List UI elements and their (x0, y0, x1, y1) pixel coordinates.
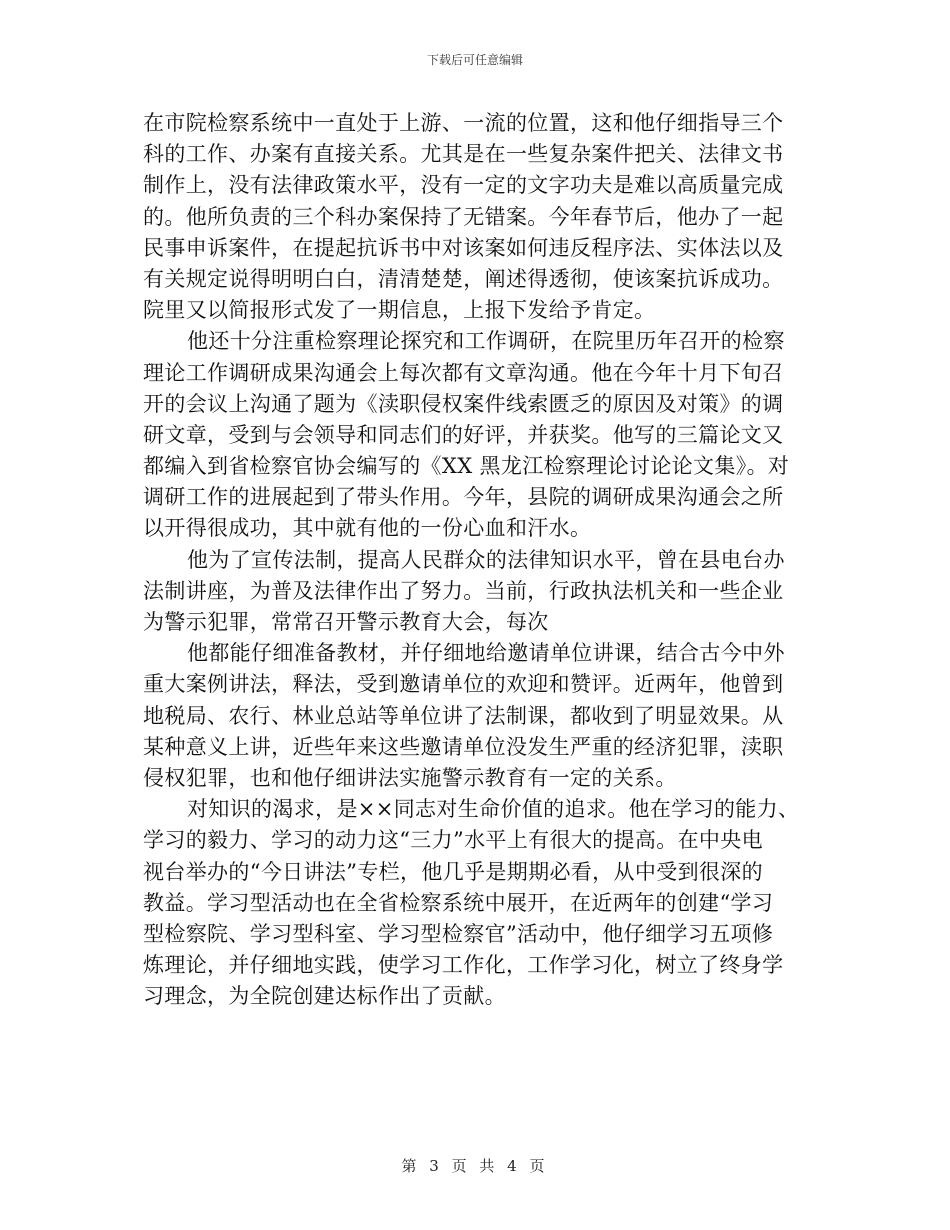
text-line: 调研工作的进展起到了带头作用。今年，县院的调研成果沟通会之所 (143, 485, 784, 510)
text-line: 某种意义上讲，近些年来这些邀请单位没发生严重的经济犯罪，渎职 (143, 734, 784, 759)
text-line: 院里又以简报形式发了一期信息，上报下发给予肯定。 (143, 298, 656, 323)
text-line: 教益。学习型活动也在全省检察系统中展开，在近两年的创建“学习 (143, 890, 774, 915)
text-line: 以开得很成功，其中就有他的一份心血和汗水。 (143, 516, 592, 541)
text-line: 习理念，为全院创建达标作出了贡献。 (143, 984, 506, 1009)
text-line: 有关规定说得明明白白，清清楚楚，阐述得透彻，使该案抗诉成功。 (143, 266, 784, 291)
paragraph-first-line: 对知识的渴求，是××同志对生命价值的追求。他在学习的能力、 (187, 797, 800, 822)
page-header: 下载后可任意编辑 (426, 53, 523, 67)
text-line: 视台举办的“今日讲法”专栏，他几乎是期期必看，从中受到很深的 (143, 859, 763, 884)
text-line: 法制讲座，为普及法律作出了努力。当前，行政执法机关和一些企业 (143, 578, 784, 603)
text-line: 科的工作、办案有直接关系。尤其是在一些复杂案件把关、法律文书 (143, 142, 784, 167)
text-line: 重大案例讲法，释法，受到邀请单位的欢迎和赞评。近两年，他曾到 (143, 672, 784, 697)
text-line: 制作上，没有法律政策水平，没有一定的文字功夫是难以高质量完成 (143, 173, 784, 198)
text-line: 研文章，受到与会领导和同志们的好评，并获奖。他写的三篇论文又 (143, 422, 784, 447)
text-line: 炼理论，并仔细地实践，使学习工作化，工作学习化，树立了终身学 (143, 953, 784, 978)
text-line: 侵权犯罪，也和他仔细讲法实施警示教育有一定的关系。 (143, 765, 677, 790)
text-line: 地税局、农行、林业总站等单位讲了法制课，都收到了明显效果。从 (143, 703, 784, 728)
text-line: 的。他所负责的三个科办案保持了无错案。今年春节后，他办了一起 (143, 204, 784, 229)
document-body (143, 108, 843, 1012)
page-number-footer: 第 3 页 共 4 页 (401, 1157, 549, 1175)
text-line: 理论工作调研成果沟通会上每次都有文章沟通。他在今年十月下旬召 (143, 360, 784, 385)
text-line: 学习的毅力、学习的动力这“三力”水平上有很大的提高。在中央电 (143, 828, 763, 853)
paragraph-first-line: 他还十分注重检察理论探究和工作调研，在院里历年召开的检察 (187, 329, 785, 354)
text-line: 在市院检察系统中一直处于上游、一流的位置，这和他仔细指导三个 (143, 111, 784, 135)
text-line: 都编入到省检察官协会编写的《XX 黑龙江检察理论讨论论文集》。对 (143, 454, 790, 479)
text-line: 开的会议上沟通了题为《渎职侵权案件线索匮乏的原因及对策》的调 (143, 391, 784, 416)
text-line: 民事申诉案件，在提起抗诉书中对该案如何违反程序法、实体法以及 (143, 235, 784, 260)
paragraph-first-line: 他都能仔细准备教材，并仔细地给邀请单位讲课，结合古今中外 (187, 641, 785, 666)
paragraph-first-line: 他为了宣传法制，提高人民群众的法律知识水平，曾在县电台办 (187, 547, 785, 572)
text-line: 为警示犯罪，常常召开警示教育大会，每次 (143, 610, 549, 634)
text-line: 型检察院、学习型科室、学习型检察官”活动中，他仔细学习五项修 (143, 921, 774, 946)
